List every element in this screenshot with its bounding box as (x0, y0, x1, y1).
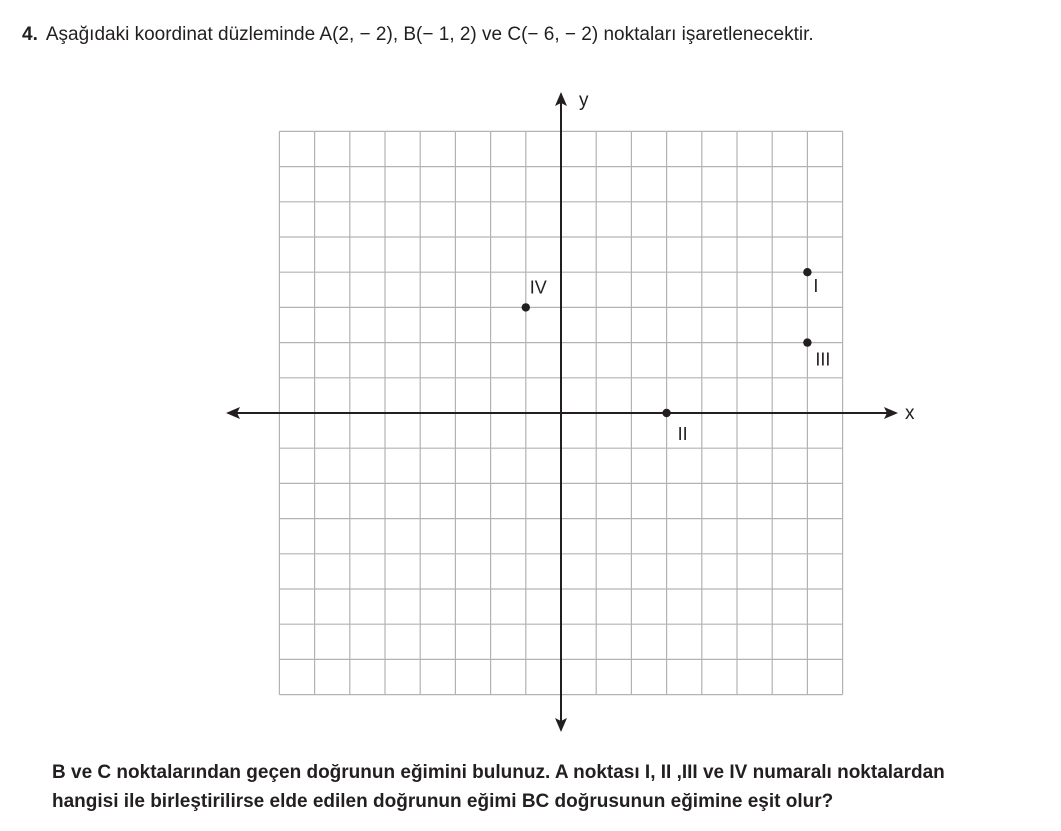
y-axis-label: y (579, 90, 589, 111)
point-iv-label: IV (529, 277, 547, 298)
question-body (52, 758, 1052, 816)
question-line-2: hangisi ile birleştirilirse elde edilen doğrunun eğimi BC doğrusunun eğimine eşit olur? (52, 791, 834, 812)
point-i-marker (803, 268, 811, 276)
x-axis-label: x (905, 403, 915, 424)
point-iii-marker (803, 338, 811, 346)
question-line-1: B ve C noktalarından geçen doğrunun eğimini bulunuz. A noktası I, II ,III ve IV numaralı noktalardan (52, 762, 945, 783)
question-intro: Aşağıdaki koordinat düzleminde A(2, − 2), B(− 1, 2) ve C(− 6, − 2) noktaları işaretlenecektir. (45, 24, 814, 45)
point-i-label: I (813, 276, 819, 297)
point-iii-label: III (815, 349, 831, 370)
point-ii-marker (662, 409, 670, 417)
axes (226, 92, 898, 732)
point-ii-label: II (677, 424, 688, 444)
point-iv-marker (522, 303, 530, 311)
points (522, 268, 831, 444)
question-number: 4. (22, 24, 38, 45)
